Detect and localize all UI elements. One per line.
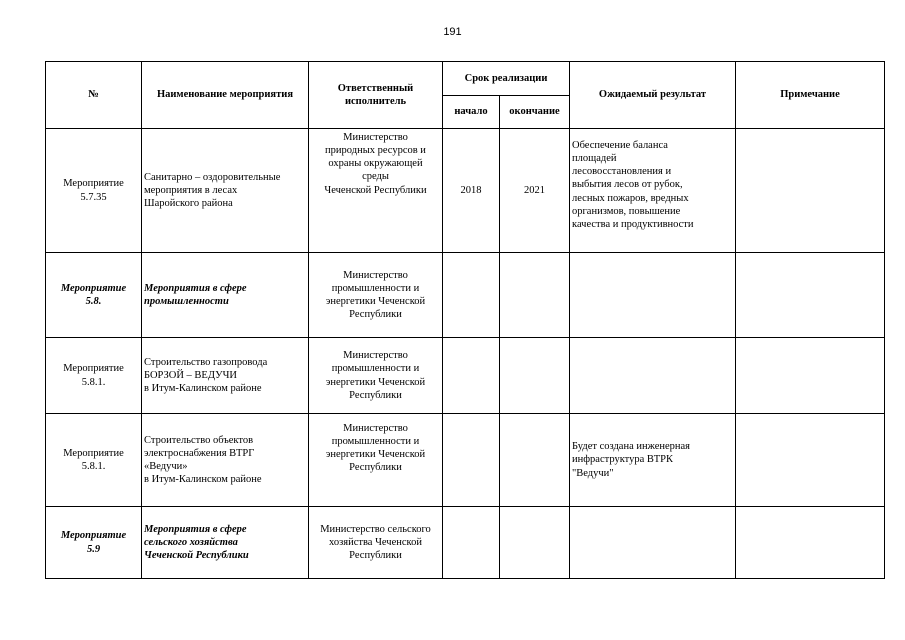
page-number: 191	[443, 26, 462, 38]
cell-number: Мероприятие 5.8.	[46, 253, 142, 338]
cell-expected-result	[570, 338, 736, 414]
table-row	[46, 507, 885, 579]
cell-expected-result: Обеспечение баланса площадей лесовосстановления и выбытия лесов от рубок, лесных пожаров, вредных организмов, повышение качества и продуктивности	[570, 129, 736, 253]
cell-note	[736, 338, 885, 414]
header-start: начало	[443, 96, 500, 129]
header-period: Срок реализации	[443, 62, 570, 96]
header-executor: Ответственный исполнитель	[309, 62, 443, 129]
cell-activity-name: Строительство объектов электроснабжения ВТРГ «Ведучи» в Итум-Калинском районе	[142, 414, 309, 507]
cell-executor: Министерство природных ресурсов и охраны окружающей среды Чеченской Республики	[309, 129, 443, 253]
cell-expected-result: Будет создана инженерная инфраструктура ВТРК "Ведучи"	[570, 414, 736, 507]
cell-note	[736, 129, 885, 253]
cell-start	[443, 338, 500, 414]
table-row	[46, 253, 885, 338]
cell-note	[736, 253, 885, 338]
header-expected-result: Ожидаемый результат	[570, 62, 736, 129]
table-row	[46, 414, 885, 507]
cell-executor: Министерство сельского хозяйства Чеченской Республики	[309, 507, 443, 579]
header-activity-name: Наименование мероприятия	[142, 62, 309, 129]
cell-expected-result	[570, 253, 736, 338]
table-row	[46, 338, 885, 414]
cell-note	[736, 507, 885, 579]
cell-start	[443, 507, 500, 579]
cell-activity-name: Санитарно – оздоровительные мероприятия в лесах Шаройского района	[142, 129, 309, 253]
cell-note	[736, 414, 885, 507]
cell-end	[500, 414, 570, 507]
cell-number: Мероприятие 5.9	[46, 507, 142, 579]
cell-start	[443, 414, 500, 507]
cell-activity-name: Строительство газопровода БОРЗОЙ – ВЕДУЧИ в Итум-Калинском районе	[142, 338, 309, 414]
cell-number: Мероприятие 5.8.1.	[46, 414, 142, 507]
header-end: окончание	[500, 96, 570, 129]
cell-start: 2018	[443, 129, 500, 253]
cell-start	[443, 253, 500, 338]
cell-number: Мероприятие 5.8.1.	[46, 338, 142, 414]
cell-end	[500, 338, 570, 414]
activities-table	[45, 61, 885, 579]
cell-activity-name: Мероприятия в сфере сельского хозяйства Чеченской Республики	[142, 507, 309, 579]
cell-activity-name: Мероприятия в сфере промышленности	[142, 253, 309, 338]
cell-executor: Министерство промышленности и энергетики Чеченской Республики	[309, 253, 443, 338]
table-row	[46, 129, 885, 253]
cell-end	[500, 253, 570, 338]
cell-executor: Министерство промышленности и энергетики Чеченской Республики	[309, 338, 443, 414]
cell-expected-result	[570, 507, 736, 579]
cell-end: 2021	[500, 129, 570, 253]
cell-number: Мероприятие 5.7.35	[46, 129, 142, 253]
header-number: №	[46, 62, 142, 129]
cell-executor: Министерство промышленности и энергетики Чеченской Республики	[309, 414, 443, 507]
cell-end	[500, 507, 570, 579]
header-note: Примечание	[736, 62, 885, 129]
